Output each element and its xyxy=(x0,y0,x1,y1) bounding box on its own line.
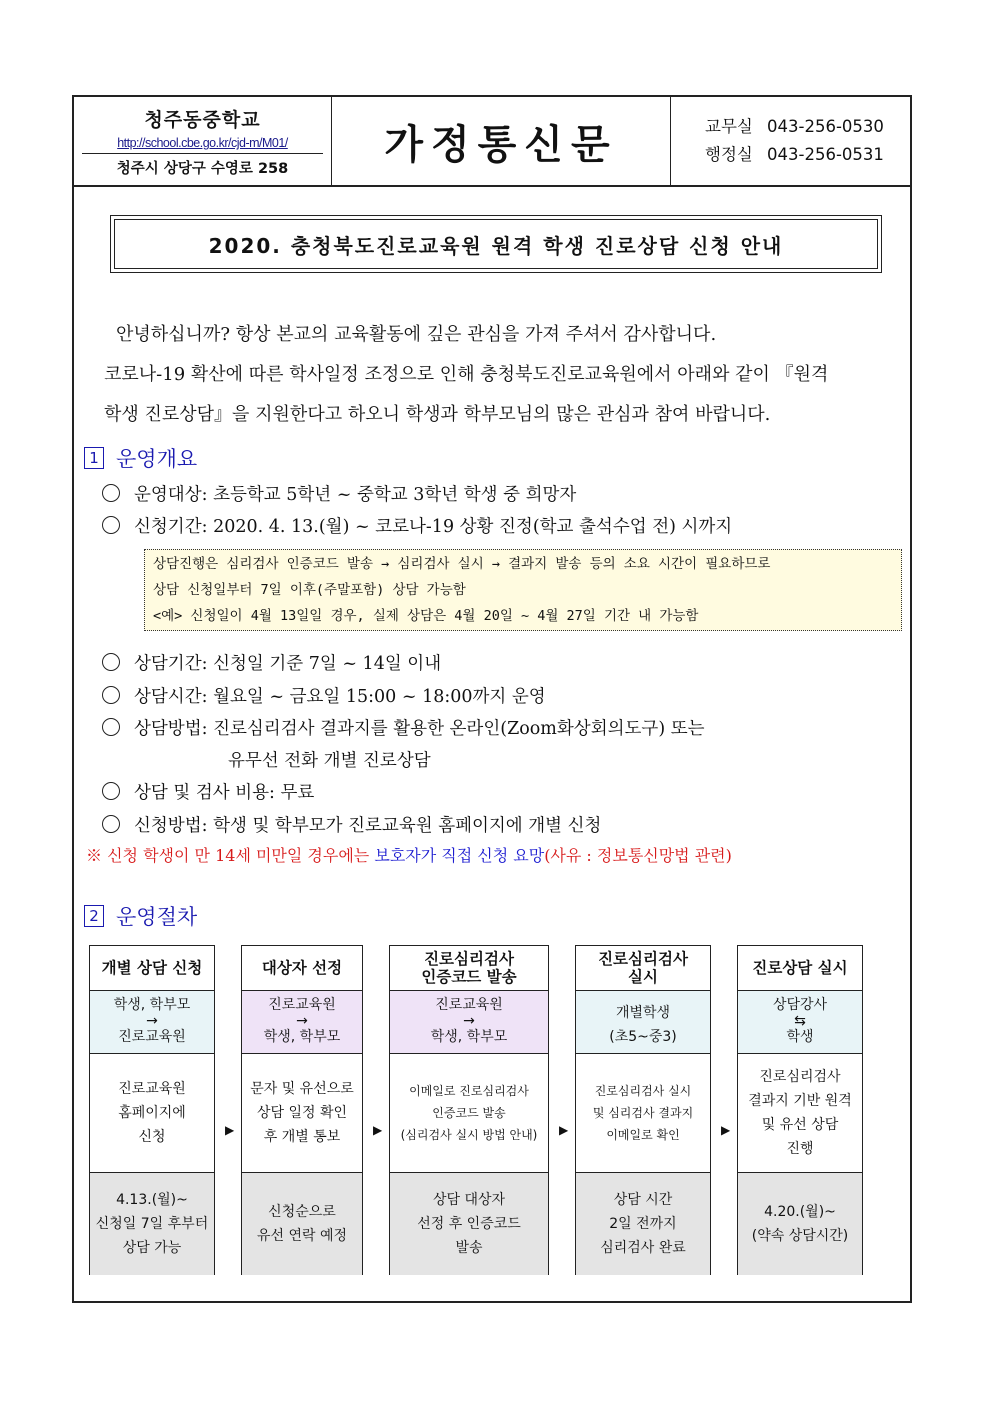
intro-line: 안녕하십니까? 항상 본교의 교육활동에 깊은 관심을 가져 주셔서 감사합니다. xyxy=(116,324,717,345)
note-line: <예> 신청일이 4월 13일일 경우, 실제 상담은 4월 20일 ~ 4월 27일 기간 내 가능함 xyxy=(153,608,699,624)
overview-item: 상담 및 검사 비용: 무료 xyxy=(102,779,314,804)
step-arrow-icon: ▶ xyxy=(373,1123,383,1137)
school-url-link[interactable]: http://school.cbe.go.kr/cjd-m/M01/ xyxy=(117,136,288,150)
note-box xyxy=(144,549,902,631)
phone-row: 행정실 043-256-0531 xyxy=(705,145,884,164)
section-title: 운영절차 xyxy=(116,905,198,929)
section-number-box: 2 xyxy=(84,905,104,927)
step-date: 신청순으로 유선 연락 예정 xyxy=(242,1173,362,1275)
intro-text xyxy=(104,315,894,435)
overview-item: 상담기간: 신청일 기준 7일 ~ 14일 이내 xyxy=(102,650,441,675)
overview-item: 신청기간: 2020. 4. 13.(월) ~ 코로나-19 상황 진정(학교 출석수업 전) 시까지 xyxy=(102,513,732,538)
overview-item: 운영대상: 초등학교 5학년 ~ 중학교 3학년 학생 중 희망자 xyxy=(102,481,576,506)
procedure-step xyxy=(737,945,863,1275)
section-title: 운영개요 xyxy=(116,447,198,471)
note-line: 상담 신청일부터 7일 이후(주말포함) 상담 가능함 xyxy=(153,582,466,598)
step-heading: 개별 상담 신청 xyxy=(101,959,203,977)
circle-bullet-icon xyxy=(102,653,120,671)
exchange-arrow-icon: ⇆ xyxy=(794,1013,806,1029)
circle-bullet-icon xyxy=(102,484,120,502)
step-flow: 학생, 학부모 → 진로교육원 xyxy=(90,990,214,1054)
step-date: 상담 시간 2일 전까지 심리검사 완료 xyxy=(576,1173,710,1275)
step-description: 이메일로 진로심리검사 인증코드 발송 (심리검사 실시 방법 안내) xyxy=(390,1054,548,1173)
step-heading: 진로상담 실시 xyxy=(752,959,848,977)
school-name: 청주동중학교 xyxy=(144,109,261,131)
step-date: 4.13.(월)~ 신청일 7일 후부터 상담 가능 xyxy=(90,1173,214,1275)
phone-info xyxy=(671,97,910,185)
circle-bullet-icon xyxy=(102,815,120,833)
doc-title-box xyxy=(110,215,882,273)
step-heading: 진로심리검사 인증코드 발송 xyxy=(421,950,517,986)
step-flow: 진로교육원 → 학생, 학부모 xyxy=(390,990,548,1054)
flow-arrow-icon: → xyxy=(146,1013,158,1029)
letter-header xyxy=(74,97,910,187)
letter-title: 가정통신문 xyxy=(332,97,671,185)
circle-bullet-icon xyxy=(102,516,120,534)
step-flow: 상담강사 ⇆ 학생 xyxy=(738,990,862,1054)
section1-heading xyxy=(84,443,197,473)
section2-heading xyxy=(84,901,197,931)
circle-bullet-icon xyxy=(102,686,120,704)
step-date: 상담 대상자 선정 후 인증코드 발송 xyxy=(390,1173,548,1275)
step-arrow-icon: ▶ xyxy=(559,1123,569,1137)
flow-arrow-icon: → xyxy=(463,1013,475,1029)
step-heading: 진로심리검사 실시 xyxy=(598,950,688,986)
overview-item: 상담방법: 진로심리검사 결과지를 활용한 온라인(Zoom화상회의도구) 또는 xyxy=(102,715,705,740)
step-heading: 대상자 선정 xyxy=(261,959,343,977)
guardian-warning: ※ 신청 학생이 만 14세 미만일 경우에는 보호자가 직접 신청 요망(사유 : 정보통신망법 관련) xyxy=(86,846,732,865)
overview-item: 상담시간: 월요일 ~ 금요일 15:00 ~ 18:00까지 운영 xyxy=(102,683,546,708)
doc-title: 2020. 충청북도진로교육원 원격 학생 진로상담 신청 안내 xyxy=(114,219,878,269)
procedure-step xyxy=(575,945,711,1275)
school-info xyxy=(74,97,332,185)
step-description: 진로심리검사 실시 및 심리검사 결과지 이메일로 확인 xyxy=(576,1054,710,1173)
note-line: 상담진행은 심리검사 인증코드 발송 → 심리검사 실시 → 결과지 발송 등의 소요 시간이 필요하므로 xyxy=(153,556,771,572)
step-description: 문자 및 유선으로 상담 일정 확인 후 개별 통보 xyxy=(242,1054,362,1173)
step-flow: 진로교육원 → 학생, 학부모 xyxy=(242,990,362,1054)
intro-line: 학생 진로상담』을 지원한다고 하오니 학생과 학부모님의 많은 관심과 참여 바랍니다. xyxy=(104,404,771,425)
step-arrow-icon: ▶ xyxy=(721,1123,731,1137)
overview-item-continuation: 유무선 전화 개별 진로상담 xyxy=(228,751,431,771)
flow-arrow-icon: → xyxy=(296,1013,308,1029)
step-flow: 개별학생 (초5~중3) xyxy=(576,990,710,1054)
circle-bullet-icon xyxy=(102,718,120,736)
document-frame xyxy=(72,95,912,1303)
step-description: 진로교육원 홈페이지에 신청 xyxy=(90,1054,214,1173)
procedure-step xyxy=(241,945,363,1275)
intro-line: 코로나-19 확산에 따른 학사일정 조정으로 인해 충청북도진로교육원에서 아래와 같이 『원격 xyxy=(104,364,829,385)
procedure-step xyxy=(89,945,215,1275)
circle-bullet-icon xyxy=(102,782,120,800)
section-number-box: 1 xyxy=(84,447,104,469)
procedure-step xyxy=(389,945,549,1275)
school-address: 청주시 상당구 수영로 258 xyxy=(82,153,323,178)
step-description: 진로심리검사 결과지 기반 원격 및 유선 상담 진행 xyxy=(738,1054,862,1173)
overview-item: 신청방법: 학생 및 학부모가 진로교육원 홈페이지에 개별 신청 xyxy=(102,812,601,837)
step-arrow-icon: ▶ xyxy=(225,1123,235,1137)
phone-row: 교무실 043-256-0530 xyxy=(705,117,884,136)
step-date: 4.20.(월)~ (약속 상담시간) xyxy=(738,1173,862,1275)
